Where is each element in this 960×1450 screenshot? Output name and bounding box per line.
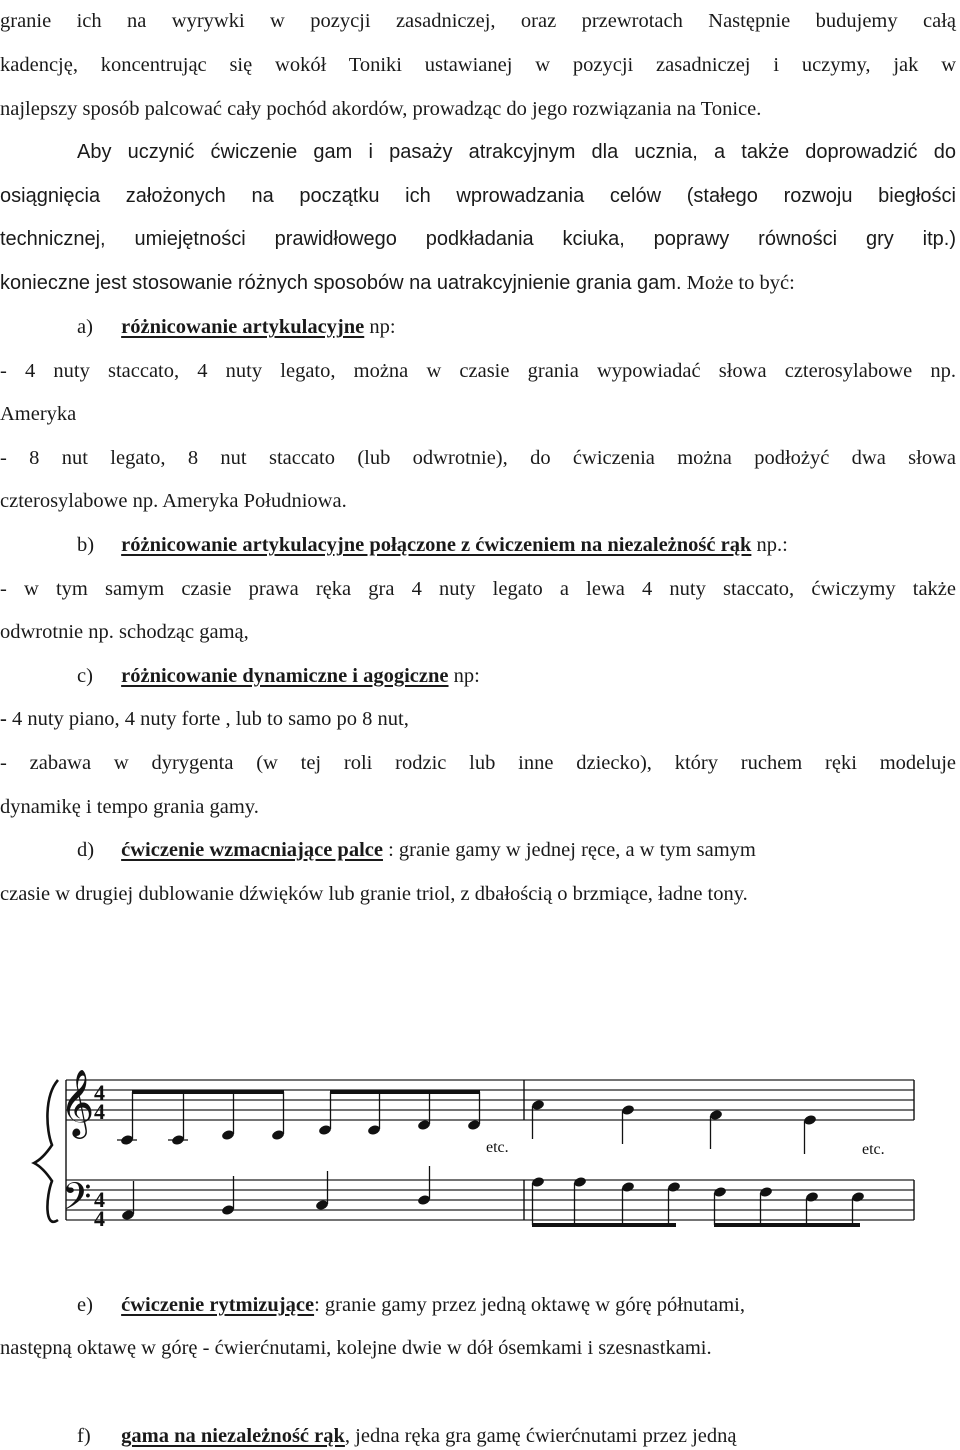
list-detail: - 4 nuty staccato, 4 nuty legato, można w czasie grania wypowiadać słowa czterosylabowe np. xyxy=(0,360,956,382)
paragraph-line xyxy=(0,271,956,295)
list-heading: gama na niezależność rąk xyxy=(121,1425,345,1447)
list-item-a xyxy=(0,315,956,339)
list-tail: np.: xyxy=(751,534,788,556)
detail-text: 4 nuty piano, 4 nuty forte , lub to samo po 8 nut, xyxy=(6,708,409,730)
list-label: a) xyxy=(77,316,93,338)
note-beam xyxy=(132,1090,284,1094)
list-label: d) xyxy=(77,839,95,861)
list-detail: - w tym samym czasie prawa ręka gra 4 nuty legato a lewa 4 nuty staccato, ćwiczymy także xyxy=(0,578,956,600)
bass-clef: 𝄢 xyxy=(62,1174,92,1228)
sentence: Może to być: xyxy=(686,272,795,294)
list-item-c xyxy=(0,664,956,688)
sentence: Aby uczynić ćwiczenie gam i pasaży atrakcyjnym dla ucznia, a także doprowadzić do xyxy=(77,141,956,163)
brace xyxy=(34,1080,58,1222)
list-item-f xyxy=(0,1424,956,1448)
list-detail: - 8 nut legato, 8 nut staccato (lub odwrotnie), do ćwiczenia można podłożyć dwa słowa xyxy=(0,447,956,469)
list-label: c) xyxy=(77,665,93,687)
dash: - xyxy=(0,708,7,730)
time-sig-bass-top: 4 xyxy=(94,1187,105,1212)
paragraph-line: kadencję, koncentrując się wokół Toniki ustawianej w pozycji zasadniczej i uczymy, jak w xyxy=(0,54,956,76)
list-tail: np: xyxy=(448,665,480,687)
paragraph-line: granie ich na wyrywki w pozycji zasadniczej, oraz przewrotach Następnie budujemy całą xyxy=(0,10,956,32)
note-beam xyxy=(330,1090,480,1094)
list-detail: czterosylabowe np. Ameryka Południowa. xyxy=(0,490,347,512)
list-tail: , jedna ręka gra gamę ćwierćnutami przez jedną xyxy=(344,1425,737,1447)
sentence: osiągnięcia założonych na początku ich wprowadzania celów (stałego rozwoju biegłości xyxy=(0,185,956,207)
sentence: technicznej, umiejętności prawidłowego podkładania kciuka, poprawy równości gry itp.) xyxy=(0,228,956,250)
list-detail: odwrotnie np. schodząc gamą, xyxy=(0,621,249,643)
list-heading: ćwiczenie rytmizujące xyxy=(121,1294,315,1316)
list-detail: Ameryka xyxy=(0,403,77,425)
list-detail: następną oktawę w górę - ćwierćnutami, kolejne dwie w dół ósemkami i szesnastkami. xyxy=(0,1337,712,1359)
sentence: konieczne jest stosowanie różnych sposobów na uatrakcyjnienie grania gam. xyxy=(0,272,682,294)
list-heading: różnicowanie dynamiczne i agogiczne xyxy=(121,665,449,687)
paragraph-line xyxy=(0,184,956,208)
list-item-b xyxy=(0,533,956,557)
etc-label: etc. xyxy=(486,1139,509,1156)
paragraph-line xyxy=(0,140,956,164)
staves xyxy=(34,1080,914,1222)
list-heading: różnicowanie artykulacyjne xyxy=(121,316,365,338)
note-beam xyxy=(714,1223,860,1227)
etc-label: etc. xyxy=(862,1141,885,1158)
list-label: e) xyxy=(77,1294,93,1316)
list-tail: : granie gamy przez jedną oktawę w górę półnutami, xyxy=(314,1294,745,1316)
note-beam xyxy=(532,1223,676,1227)
list-detail: dynamikę i tempo grania gamy. xyxy=(0,796,259,818)
list-detail: czasie w drugiej dublowanie dźwięków lub granie triol, z dbałością o brzmiące, ładne tony. xyxy=(0,883,748,905)
sentence: najlepszy sposób palcować cały pochód akordów, prowadząc do jego rozwiązania na Tonice. xyxy=(0,98,762,120)
list-tail: np: xyxy=(364,316,396,338)
paragraph-line xyxy=(0,227,956,251)
list-tail: : granie gamy w jednej ręce, a w tym samym xyxy=(382,839,756,861)
list-item-e xyxy=(0,1293,956,1317)
music-score xyxy=(0,1060,960,1240)
list-label: f) xyxy=(77,1425,91,1447)
list-heading: ćwiczenie wzmacniające palce xyxy=(121,839,383,861)
list-item-d xyxy=(0,838,956,862)
time-sig-treble-bottom: 4 xyxy=(94,1099,105,1124)
list-detail: - zabawa w dyrygenta (w tej roli rodzic lub inne dziecko), który ruchem ręki modeluje xyxy=(0,752,956,774)
time-sig-bass-bottom: 4 xyxy=(94,1206,105,1231)
time-sig-treble-top: 4 xyxy=(94,1080,105,1105)
list-detail xyxy=(0,707,956,731)
list-heading: różnicowanie artykulacyjne połączone z ćwiczeniem na niezależność rąk xyxy=(121,534,752,556)
treble-clef: 𝄞 xyxy=(60,1068,95,1136)
paragraph-line xyxy=(0,97,956,121)
list-label: b) xyxy=(77,534,95,556)
